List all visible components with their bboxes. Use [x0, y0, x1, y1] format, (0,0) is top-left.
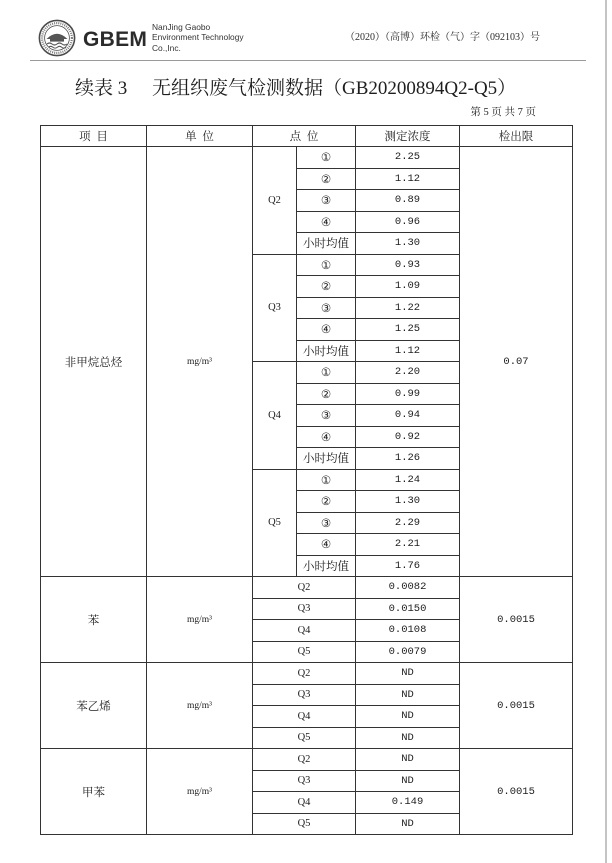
- data-table: [40, 125, 573, 835]
- page-indicator: 第 5 页 共 7 页: [470, 107, 536, 118]
- sample-label: ③: [297, 405, 356, 427]
- concentration-value: ND: [356, 749, 460, 771]
- concentration-value: 0.149: [356, 792, 460, 814]
- point-label: Q2: [253, 577, 356, 599]
- sample-label: ③: [297, 190, 356, 212]
- point-label: Q2: [253, 147, 297, 255]
- concentration-value: 2.20: [356, 362, 460, 384]
- sample-label: 小时均值: [297, 448, 356, 470]
- sample-label: ③: [297, 513, 356, 535]
- detection-limit: 0.0015: [460, 577, 573, 663]
- brand-name: GBEM: [83, 28, 148, 51]
- concentration-value: 1.30: [356, 491, 460, 513]
- point-label: Q2: [253, 749, 356, 771]
- sample-label: 小时均值: [297, 556, 356, 578]
- concentration-value: 1.12: [356, 341, 460, 363]
- sample-label: ②: [297, 384, 356, 406]
- concentration-value: 1.24: [356, 470, 460, 492]
- concentration-value: 0.93: [356, 255, 460, 277]
- concentration-value: ND: [356, 685, 460, 707]
- table-caption-number: 续表 3: [75, 78, 128, 99]
- concentration-value: 0.92: [356, 427, 460, 449]
- concentration-value: ND: [356, 728, 460, 750]
- point-label: Q4: [253, 792, 356, 814]
- concentration-value: 1.12: [356, 169, 460, 191]
- sample-label: ①: [297, 147, 356, 169]
- sample-label: ①: [297, 470, 356, 492]
- sample-label: ④: [297, 534, 356, 556]
- point-label: Q4: [253, 620, 356, 642]
- item-name: 甲苯: [41, 749, 147, 835]
- header-concentration: 测定浓度: [356, 126, 460, 147]
- concentration-value: 1.25: [356, 319, 460, 341]
- concentration-value: 0.0079: [356, 642, 460, 664]
- unit: mg/m³: [147, 663, 253, 749]
- header-point: 点 位: [253, 126, 356, 147]
- point-label: Q3: [253, 771, 356, 793]
- concentration-value: 2.29: [356, 513, 460, 535]
- point-label: Q4: [253, 706, 356, 728]
- point-label: Q5: [253, 728, 356, 750]
- concentration-value: 1.26: [356, 448, 460, 470]
- concentration-value: 0.0150: [356, 599, 460, 621]
- point-label: Q3: [253, 685, 356, 707]
- concentration-value: 0.94: [356, 405, 460, 427]
- sample-label: ④: [297, 319, 356, 341]
- company-logo: [38, 19, 76, 57]
- concentration-value: 0.0082: [356, 577, 460, 599]
- sample-label: ①: [297, 255, 356, 277]
- point-label: Q5: [253, 814, 356, 836]
- concentration-value: 2.21: [356, 534, 460, 556]
- point-label: Q4: [253, 362, 297, 470]
- sample-label: ②: [297, 491, 356, 513]
- unit: mg/m³: [147, 749, 253, 835]
- point-label: Q3: [253, 599, 356, 621]
- unit: mg/m³: [147, 577, 253, 663]
- point-label: Q3: [253, 255, 297, 363]
- concentration-value: ND: [356, 706, 460, 728]
- unit: mg/m³: [147, 147, 253, 577]
- concentration-value: 0.99: [356, 384, 460, 406]
- company-line: Co.,Inc.: [152, 42, 181, 53]
- concentration-value: 0.96: [356, 212, 460, 234]
- concentration-value: 1.22: [356, 298, 460, 320]
- sample-label: ④: [297, 212, 356, 234]
- scan-edge: [605, 0, 607, 863]
- report-number: （2020）（高博）环检（气）字（092103）号: [345, 32, 540, 43]
- concentration-value: 0.89: [356, 190, 460, 212]
- company-name: [152, 22, 244, 53]
- company-line: Environment Technology: [152, 32, 244, 43]
- concentration-value: ND: [356, 814, 460, 836]
- sample-label: ②: [297, 276, 356, 298]
- detection-limit: 0.0015: [460, 749, 573, 835]
- page-title: 无组织废气检测数据（GB20200894Q2-Q5）: [152, 78, 517, 99]
- sample-label: 小时均值: [297, 341, 356, 363]
- company-line: NanJing Gaobo: [152, 22, 211, 32]
- concentration-value: 1.30: [356, 233, 460, 255]
- point-label: Q5: [253, 470, 297, 578]
- point-label: Q2: [253, 663, 356, 685]
- item-name: 非甲烷总烃: [41, 147, 147, 577]
- sample-label: ①: [297, 362, 356, 384]
- sample-label: ③: [297, 298, 356, 320]
- header-limit: 检出限: [460, 126, 573, 147]
- header-unit: 单 位: [147, 126, 253, 147]
- concentration-value: ND: [356, 663, 460, 685]
- detection-limit: 0.0015: [460, 663, 573, 749]
- concentration-value: 1.76: [356, 556, 460, 578]
- sample-label: 小时均值: [297, 233, 356, 255]
- item-name: 苯: [41, 577, 147, 663]
- concentration-value: 2.25: [356, 147, 460, 169]
- sample-label: ②: [297, 169, 356, 191]
- point-label: Q5: [253, 642, 356, 664]
- concentration-value: 1.09: [356, 276, 460, 298]
- item-name: 苯乙烯: [41, 663, 147, 749]
- concentration-value: ND: [356, 771, 460, 793]
- header-divider: [30, 60, 586, 61]
- detection-limit: 0.07: [460, 147, 573, 577]
- concentration-value: 0.0108: [356, 620, 460, 642]
- header-item: 项 目: [41, 126, 147, 147]
- sample-label: ④: [297, 427, 356, 449]
